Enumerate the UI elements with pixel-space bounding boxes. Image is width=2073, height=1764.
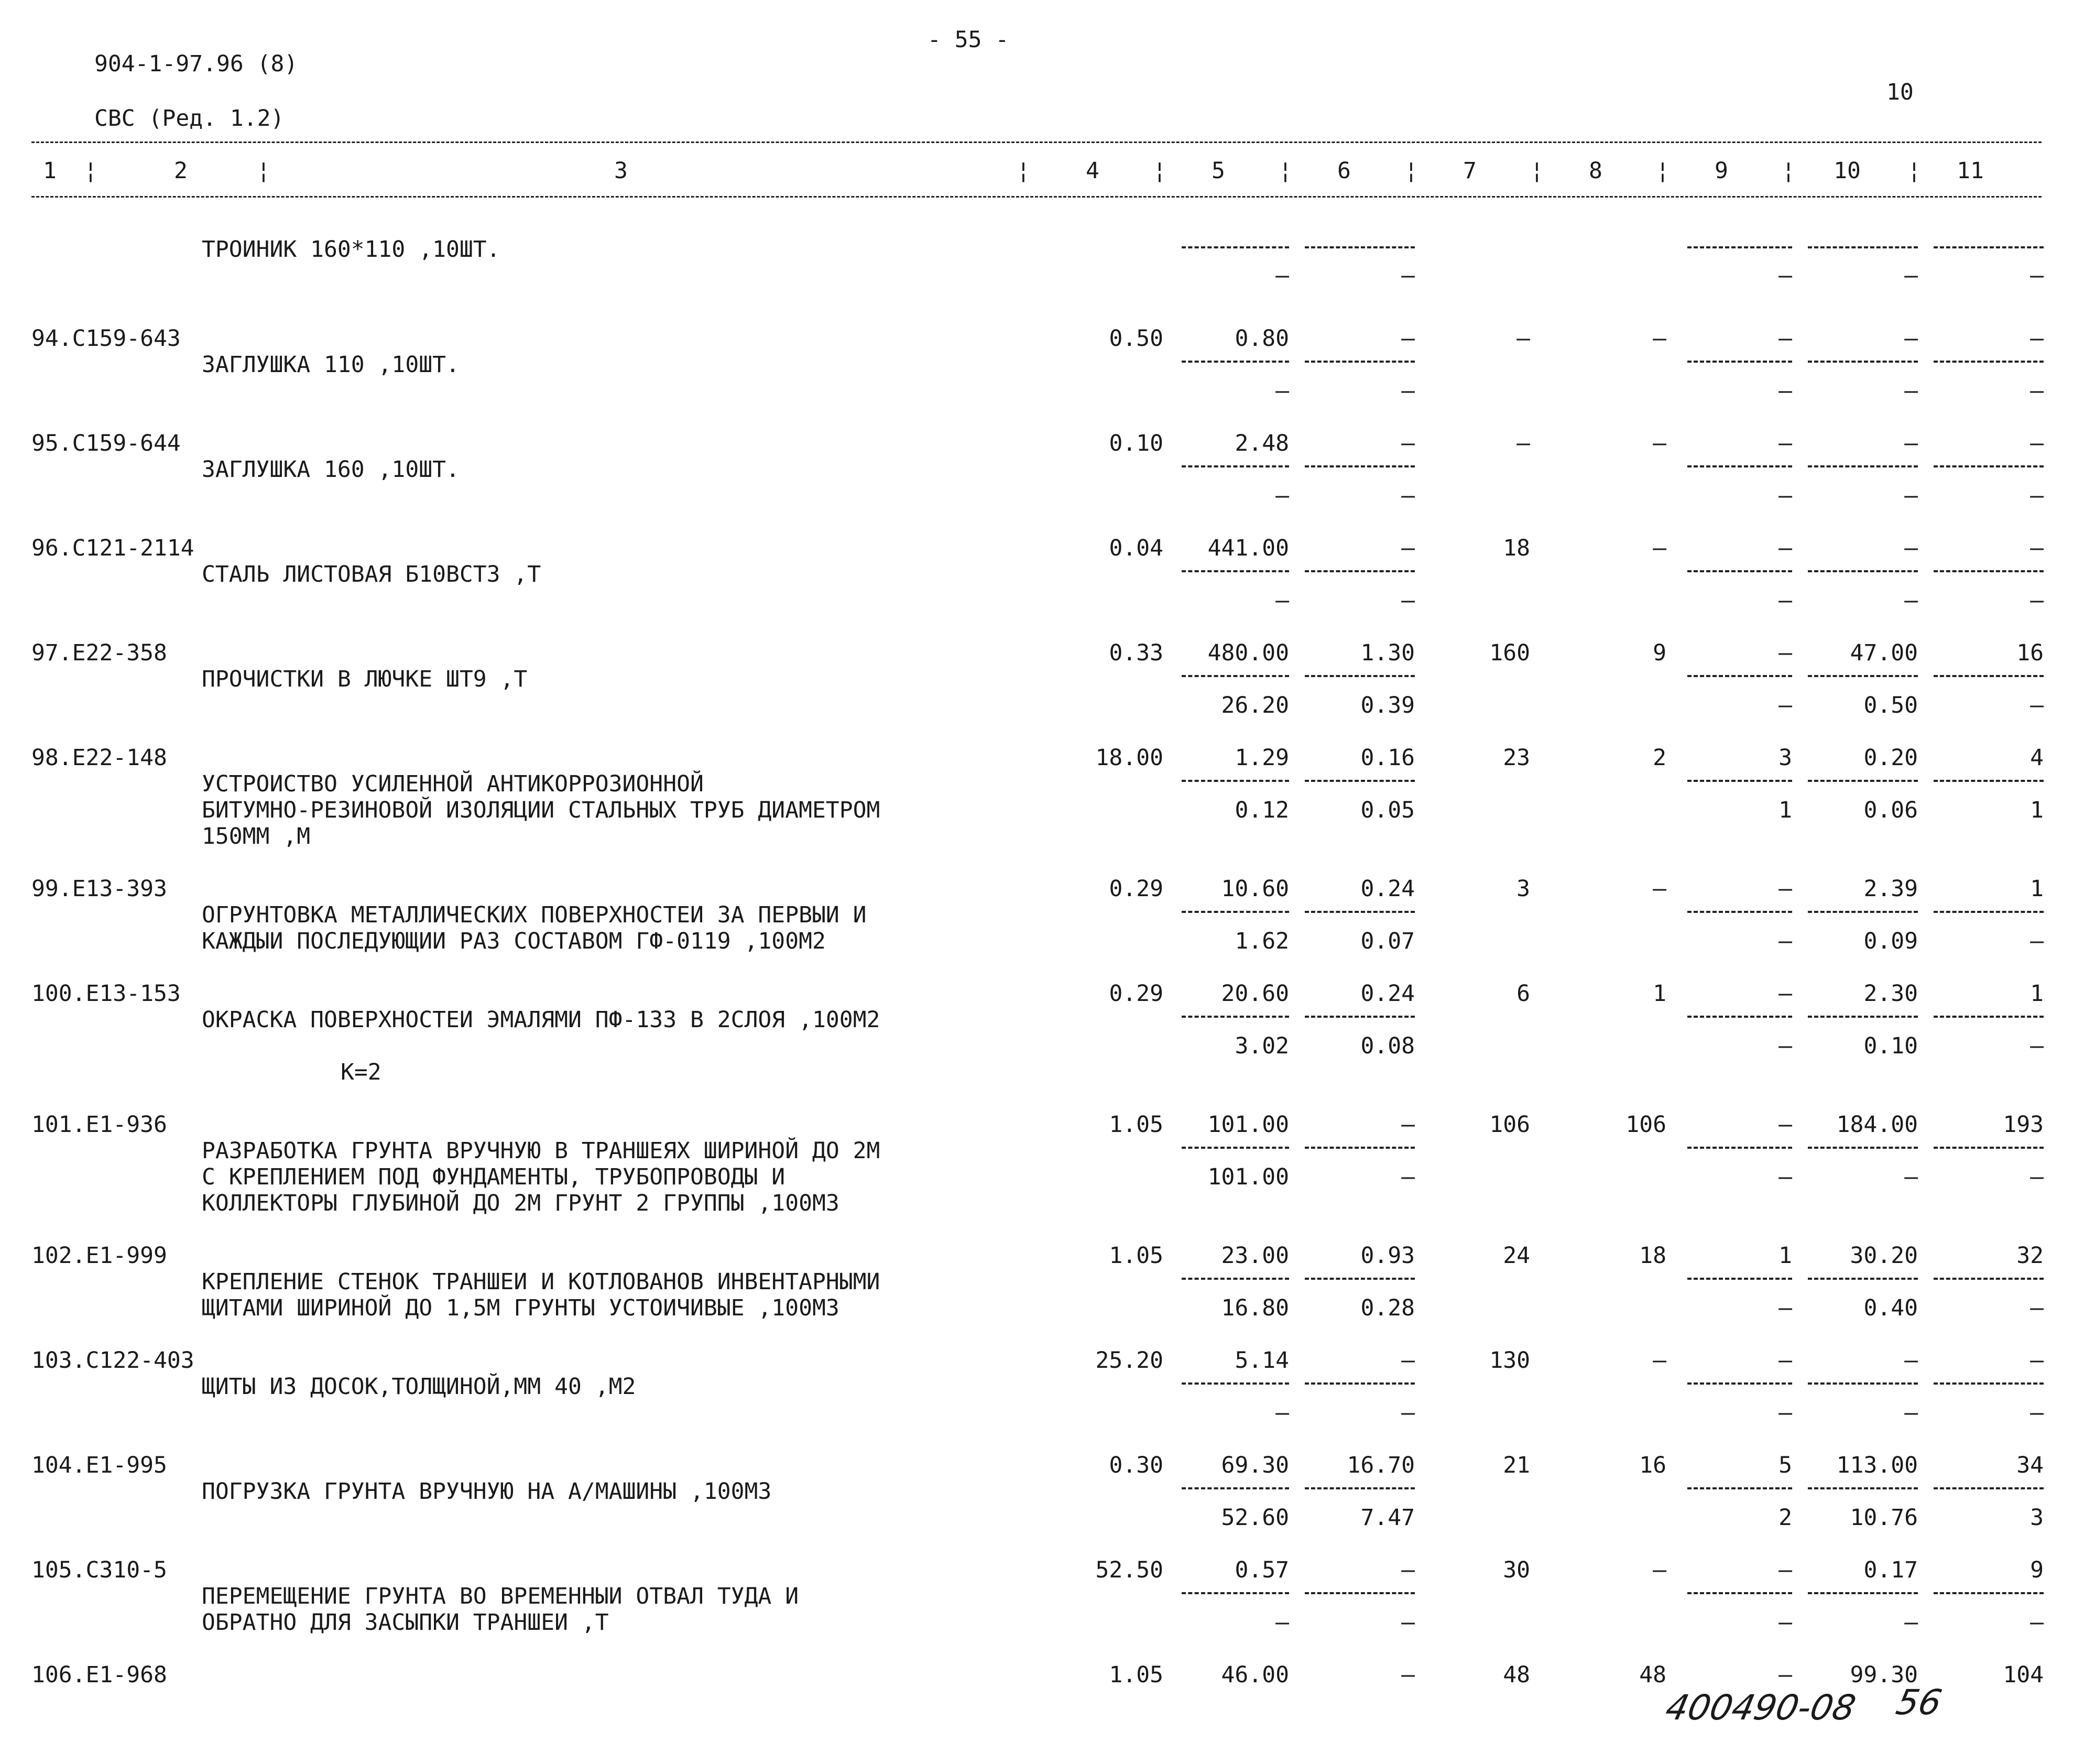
cell-bottom-col11: 3 xyxy=(2030,1505,2044,1531)
cell-top-col5: 46.00 xyxy=(1221,1662,1289,1688)
header-top-rule xyxy=(31,141,2042,143)
item-code: 97.Е22-358 xyxy=(31,640,167,666)
cell-top-col7: – xyxy=(1516,430,1530,456)
cell-top-col7: 160 xyxy=(1489,640,1530,666)
cell-divider xyxy=(1687,1278,1792,1280)
cell-bottom-col5: 26.20 xyxy=(1221,692,1289,718)
cell-top-col10: – xyxy=(1904,325,1918,352)
cell-divider xyxy=(1305,1592,1415,1594)
cell-divider xyxy=(1182,570,1289,572)
cell-top-col11: – xyxy=(2030,1347,2044,1374)
cell-top-col8: – xyxy=(1653,535,1666,561)
cell-divider xyxy=(1934,1016,2044,1018)
column-header-4: 4 xyxy=(1086,158,1099,184)
cell-bottom-col5: – xyxy=(1275,483,1289,509)
column-header-2: 2 xyxy=(174,158,188,184)
cell-top-col10: – xyxy=(1904,430,1918,456)
column-separator: ¦ xyxy=(1907,158,1921,184)
cell-divider xyxy=(1808,675,1918,677)
cell-divider xyxy=(1934,1382,2044,1385)
cell-top-col10: 184.00 xyxy=(1836,1112,1918,1138)
cell-bottom-col6: 0.07 xyxy=(1360,928,1415,954)
cell-bottom-col10: 0.10 xyxy=(1863,1033,1918,1059)
cell-top-col10: 0.17 xyxy=(1863,1557,1918,1583)
cell-divider xyxy=(1182,361,1289,363)
cell-top-col6: 0.24 xyxy=(1360,876,1415,902)
cell-bottom-col11: – xyxy=(2030,1609,2044,1636)
cell-divider xyxy=(1182,1278,1289,1280)
item-description: ПРОЧИСТКИ В ЛЮЧКЕ ШТ9 ,Т xyxy=(202,666,528,692)
item-description: С КРЕПЛЕНИЕМ ПОД ФУНДАМЕНТЫ, ТРУБОПРОВОДЫ И xyxy=(202,1164,785,1190)
cell-divider xyxy=(1305,1382,1415,1385)
cell-bottom-col9: – xyxy=(1779,1164,1792,1190)
cell-bottom-col5: 1.62 xyxy=(1235,928,1289,954)
cell-bottom-col9: – xyxy=(1779,483,1792,509)
cell-top-col7: 18 xyxy=(1503,535,1530,561)
item-description: ОГРУНТОВКА МЕТАЛЛИЧЕСКИХ ПОВЕРХНОСТЕИ ЗА ПЕРВЫИ И xyxy=(202,902,867,928)
cell-divider xyxy=(1305,1487,1415,1489)
cell-bottom-col5: 101.00 xyxy=(1207,1164,1289,1190)
cell-bottom-col10: – xyxy=(1904,378,1918,404)
item-description: ПОГРУЗКА ГРУНТА ВРУЧНУЮ НА А/МАШИНЫ ,100М3 xyxy=(202,1478,772,1505)
cell-bottom-col5: – xyxy=(1275,263,1289,289)
column-separator: ¦ xyxy=(1404,158,1418,184)
cell-top-col9: – xyxy=(1779,1112,1792,1138)
cell-bottom-col9: – xyxy=(1779,692,1792,718)
cell-top-col6: 16.70 xyxy=(1347,1452,1415,1478)
cell-bottom-col6: – xyxy=(1401,1609,1415,1636)
cell-divider xyxy=(1934,911,2044,913)
cell-divider xyxy=(1808,361,1918,363)
cell-top-col10: – xyxy=(1904,535,1918,561)
cell-divider xyxy=(1934,361,2044,363)
cell-bottom-col10: – xyxy=(1904,1400,1918,1426)
cell-top-col11: 32 xyxy=(2016,1243,2044,1269)
cell-bottom-col9: – xyxy=(1779,587,1792,614)
cell-top-col4: 18.00 xyxy=(1095,745,1163,771)
cell-top-col10: 2.30 xyxy=(1863,981,1918,1007)
cell-top-col11: – xyxy=(2030,325,2044,352)
cell-top-col5: 10.60 xyxy=(1221,876,1289,902)
cell-divider xyxy=(1808,570,1918,572)
cell-top-col7: 30 xyxy=(1503,1557,1530,1583)
cell-divider xyxy=(1934,780,2044,782)
cell-top-col8: 2 xyxy=(1653,745,1666,771)
cell-divider xyxy=(1687,1147,1792,1149)
cell-bottom-col10: 0.09 xyxy=(1863,928,1918,954)
cell-divider xyxy=(1808,1147,1918,1149)
cell-top-col4: 1.05 xyxy=(1109,1112,1163,1138)
cell-divider xyxy=(1687,675,1792,677)
cell-bottom-col5: 16.80 xyxy=(1221,1295,1289,1321)
cell-top-col7: 6 xyxy=(1516,981,1530,1007)
cell-divider xyxy=(1808,1592,1918,1594)
item-description: БИТУМНО-РЕЗИНОВОЙ ИЗОЛЯЦИИ СТАЛЬНЫХ ТРУБ ДИАМЕТРОМ xyxy=(202,797,880,823)
cell-divider xyxy=(1305,1016,1415,1018)
cell-top-col6: 0.93 xyxy=(1360,1243,1415,1269)
column-separator: ¦ xyxy=(1782,158,1795,184)
item-code: 100.Е13-153 xyxy=(31,981,181,1007)
cell-top-col10: 2.39 xyxy=(1863,876,1918,902)
cell-bottom-col5: – xyxy=(1275,587,1289,614)
cell-bottom-col9: – xyxy=(1779,1295,1792,1321)
item-description: ЗАГЛУШКА 160 ,10ШТ. xyxy=(202,456,460,483)
cell-bottom-col6: – xyxy=(1401,483,1415,509)
cell-top-col5: 5.14 xyxy=(1235,1347,1289,1374)
item-code: 98.Е22-148 xyxy=(31,745,167,771)
cell-bottom-col9: – xyxy=(1779,1033,1792,1059)
cell-bottom-col11: – xyxy=(2030,1164,2044,1190)
cell-top-col6: – xyxy=(1401,535,1415,561)
cell-top-col9: – xyxy=(1779,1557,1792,1583)
cell-top-col5: 23.00 xyxy=(1221,1243,1289,1269)
cell-top-col5: 2.48 xyxy=(1235,430,1289,456)
cell-top-col6: – xyxy=(1401,430,1415,456)
cell-top-col5: 480.00 xyxy=(1207,640,1289,666)
cell-top-col8: 18 xyxy=(1639,1243,1666,1269)
cell-bottom-col11: 1 xyxy=(2030,797,2044,823)
cell-bottom-col6: – xyxy=(1401,1164,1415,1190)
cell-divider xyxy=(1687,465,1792,467)
cell-bottom-col10: 10.76 xyxy=(1850,1505,1918,1531)
cell-bottom-col6: – xyxy=(1401,587,1415,614)
cell-top-col11: 193 xyxy=(2003,1112,2044,1138)
cell-top-col6: 1.30 xyxy=(1360,640,1415,666)
cell-bottom-col9: – xyxy=(1779,263,1792,289)
header-bottom-rule xyxy=(31,196,2042,198)
cell-top-col7: 24 xyxy=(1503,1243,1530,1269)
item-code: 102.Е1-999 xyxy=(31,1243,167,1269)
item-description: ЗАГЛУШКА 110 ,10ШТ. xyxy=(202,352,460,378)
item-description: ЩИТАМИ ШИРИНОЙ ДО 1,5М ГРУНТЫ УСТОИЧИВЫЕ ,100М3 xyxy=(202,1295,839,1321)
cell-top-col5: 69.30 xyxy=(1221,1452,1289,1478)
document-code: 904-1-97.96 (8) xyxy=(94,51,298,77)
cell-divider xyxy=(1305,1147,1415,1149)
cell-top-col8: – xyxy=(1653,1557,1666,1583)
cell-top-col7: 106 xyxy=(1489,1112,1530,1138)
cell-top-col4: 0.10 xyxy=(1109,430,1163,456)
cell-divider xyxy=(1305,1278,1415,1280)
cell-top-col9: – xyxy=(1779,325,1792,352)
cell-divider xyxy=(1934,465,2044,467)
cell-top-col9: – xyxy=(1779,1662,1792,1688)
column-header-11: 11 xyxy=(1957,158,1984,184)
cell-divider xyxy=(1687,1382,1792,1385)
column-separator: ¦ xyxy=(1017,158,1030,184)
cell-top-col9: 5 xyxy=(1779,1452,1792,1478)
cell-divider xyxy=(1305,911,1415,913)
cell-bottom-col11: – xyxy=(2030,1400,2044,1426)
item-code: 104.Е1-995 xyxy=(31,1452,167,1478)
item-description: ТРОИНИК 160*110 ,10ШТ. xyxy=(202,236,500,263)
column-separator: ¦ xyxy=(84,158,97,184)
item-code: 101.Е1-936 xyxy=(31,1112,167,1138)
cell-top-col11: 1 xyxy=(2030,981,2044,1007)
cell-top-col4: 52.50 xyxy=(1095,1557,1163,1583)
cell-top-col5: 441.00 xyxy=(1207,535,1289,561)
cell-divider xyxy=(1934,570,2044,572)
cell-divider xyxy=(1182,1016,1289,1018)
cell-top-col9: – xyxy=(1779,535,1792,561)
item-description: ПЕРЕМЕЩЕНИЕ ГРУНТА ВО ВРЕМЕННЫИ ОТВАЛ ТУДА И xyxy=(202,1583,799,1609)
cell-top-col10: 0.20 xyxy=(1863,745,1918,771)
cell-divider xyxy=(1808,1487,1918,1489)
cell-divider xyxy=(1687,780,1792,782)
handwritten-page-number: 56 xyxy=(1892,1682,1946,1723)
item-code: 99.Е13-393 xyxy=(31,876,167,902)
item-description: РАЗРАБОТКА ГРУНТА ВРУЧНУЮ В ТРАНШЕЯХ ШИРИНОЙ ДО 2М xyxy=(202,1138,880,1164)
cell-divider xyxy=(1808,465,1918,467)
cell-bottom-col6: – xyxy=(1401,378,1415,404)
cell-top-col8: – xyxy=(1653,325,1666,352)
cell-bottom-col5: – xyxy=(1275,1609,1289,1636)
cell-bottom-col9: – xyxy=(1779,928,1792,954)
cell-top-col4: 0.29 xyxy=(1109,876,1163,902)
cell-top-col11: 4 xyxy=(2030,745,2044,771)
column-separator: ¦ xyxy=(1530,158,1544,184)
column-header-8: 8 xyxy=(1589,158,1602,184)
cell-bottom-col6: – xyxy=(1401,1400,1415,1426)
cell-top-col4: 1.05 xyxy=(1109,1662,1163,1688)
cell-bottom-col10: – xyxy=(1904,1609,1918,1636)
cell-bottom-col10: – xyxy=(1904,587,1918,614)
cell-top-col4: 0.30 xyxy=(1109,1452,1163,1478)
cell-divider xyxy=(1934,675,2044,677)
cell-bottom-col6: 0.39 xyxy=(1360,692,1415,718)
cell-divider xyxy=(1305,465,1415,467)
item-description: 150ММ ,М xyxy=(202,823,311,850)
column-separator: ¦ xyxy=(257,158,270,184)
item-description: ОБРАТНО ДЛЯ ЗАСЫПКИ ТРАНШЕИ ,Т xyxy=(202,1609,609,1636)
cell-top-col6: – xyxy=(1401,1557,1415,1583)
cell-top-col6: – xyxy=(1401,1112,1415,1138)
cell-divider xyxy=(1182,465,1289,467)
cell-divider xyxy=(1808,780,1918,782)
column-header-7: 7 xyxy=(1463,158,1477,184)
cell-bottom-col11: – xyxy=(2030,378,2044,404)
cell-divider xyxy=(1934,1592,2044,1594)
cell-top-col9: – xyxy=(1779,640,1792,666)
cell-divider xyxy=(1808,1278,1918,1280)
cell-divider xyxy=(1182,1487,1289,1489)
cell-divider xyxy=(1305,780,1415,782)
cell-divider xyxy=(1934,246,2044,248)
item-code: 96.С121-2114 xyxy=(31,535,194,561)
cell-top-col4: 0.29 xyxy=(1109,981,1163,1007)
cell-top-col9: 1 xyxy=(1779,1243,1792,1269)
cell-divider xyxy=(1934,1278,2044,1280)
cell-top-col11: 34 xyxy=(2016,1452,2044,1478)
cell-top-col6: 0.16 xyxy=(1360,745,1415,771)
cell-divider xyxy=(1182,675,1289,677)
cell-divider xyxy=(1687,1016,1792,1018)
cell-top-col4: 25.20 xyxy=(1095,1347,1163,1374)
cell-bottom-col11: – xyxy=(2030,263,2044,289)
cell-top-col10: – xyxy=(1904,1347,1918,1374)
cell-divider xyxy=(1687,1487,1792,1489)
cell-top-col11: 16 xyxy=(2016,640,2044,666)
item-description: КАЖДЫИ ПОСЛЕДУЮЩИИ РАЗ СОСТАВОМ ГФ-0119 ,100М2 xyxy=(202,928,826,954)
cell-divider xyxy=(1182,1592,1289,1594)
cell-top-col4: 1.05 xyxy=(1109,1243,1163,1269)
cell-bottom-col11: – xyxy=(2030,692,2044,718)
cell-divider xyxy=(1687,911,1792,913)
cell-bottom-col11: – xyxy=(2030,1295,2044,1321)
cell-top-col11: 9 xyxy=(2030,1557,2044,1583)
cell-bottom-col5: 52.60 xyxy=(1221,1505,1289,1531)
cell-bottom-col10: 0.40 xyxy=(1863,1295,1918,1321)
cell-top-col10: 30.20 xyxy=(1850,1243,1918,1269)
cell-divider xyxy=(1182,1147,1289,1149)
cell-top-col8: – xyxy=(1653,1347,1666,1374)
cell-divider xyxy=(1182,1382,1289,1385)
cell-bottom-col9: 1 xyxy=(1779,797,1792,823)
column-header-10: 10 xyxy=(1834,158,1861,184)
cell-top-col9: – xyxy=(1779,876,1792,902)
cell-top-col4: 0.33 xyxy=(1109,640,1163,666)
cell-top-col11: 104 xyxy=(2003,1662,2044,1688)
cell-top-col5: 1.29 xyxy=(1235,745,1289,771)
cell-bottom-col6: 0.08 xyxy=(1360,1033,1415,1059)
cell-divider xyxy=(1934,1147,2044,1149)
cell-bottom-col9: – xyxy=(1779,378,1792,404)
handwritten-signature: 400490-08 xyxy=(1662,1687,1859,1728)
cell-divider xyxy=(1305,246,1415,248)
cell-bottom-col6: 0.28 xyxy=(1360,1295,1415,1321)
item-code: 94.С159-643 xyxy=(31,325,181,352)
program-label: СВС (Ред. 1.2) xyxy=(94,105,285,132)
cell-bottom-col5: 0.12 xyxy=(1235,797,1289,823)
item-description: КОЛЛЕКТОРЫ ГЛУБИНОЙ ДО 2М ГРУНТ 2 ГРУППЫ ,100М3 xyxy=(202,1190,839,1216)
cell-bottom-col6: 7.47 xyxy=(1360,1505,1415,1531)
cell-top-col9: 3 xyxy=(1779,745,1792,771)
cell-bottom-col6: 0.05 xyxy=(1360,797,1415,823)
cell-top-col8: 9 xyxy=(1653,640,1666,666)
cell-top-col8: 16 xyxy=(1639,1452,1666,1478)
cell-top-col9: – xyxy=(1779,430,1792,456)
cell-divider xyxy=(1182,246,1289,248)
cell-bottom-col10: – xyxy=(1904,483,1918,509)
cell-divider xyxy=(1182,780,1289,782)
cell-bottom-col5: – xyxy=(1275,1400,1289,1426)
cell-top-col8: 106 xyxy=(1625,1112,1666,1138)
column-separator: ¦ xyxy=(1153,158,1166,184)
cell-top-col8: 1 xyxy=(1653,981,1666,1007)
cell-bottom-col10: – xyxy=(1904,1164,1918,1190)
cell-top-col7: 48 xyxy=(1503,1662,1530,1688)
cell-top-col8: – xyxy=(1653,876,1666,902)
cell-bottom-col11: – xyxy=(2030,1033,2044,1059)
cell-divider xyxy=(1808,911,1918,913)
cell-top-col6: – xyxy=(1401,1347,1415,1374)
cell-bottom-col9: – xyxy=(1779,1400,1792,1426)
cell-top-col11: – xyxy=(2030,430,2044,456)
item-description: УСТРОИСТВО УСИЛЕННОЙ АНТИКОРРОЗИОННОЙ xyxy=(202,771,704,797)
column-separator: ¦ xyxy=(1279,158,1292,184)
cell-top-col10: 47.00 xyxy=(1850,640,1918,666)
cell-top-col7: 130 xyxy=(1489,1347,1530,1374)
cell-top-col8: – xyxy=(1653,430,1666,456)
item-description: КРЕПЛЕНИЕ СТЕНОК ТРАНШЕИ И КОТЛОВАНОВ ИНВЕНТАРНЫМИ xyxy=(202,1269,880,1295)
column-header-5: 5 xyxy=(1212,158,1225,184)
item-code: 103.С122-403 xyxy=(31,1347,194,1374)
cell-bottom-col9: 2 xyxy=(1779,1505,1792,1531)
cell-divider xyxy=(1687,570,1792,572)
cell-top-col8: 48 xyxy=(1639,1662,1666,1688)
cell-bottom-col11: – xyxy=(2030,483,2044,509)
cell-top-col4: 0.04 xyxy=(1109,535,1163,561)
column-header-1: 1 xyxy=(43,158,57,184)
cell-top-col10: 113.00 xyxy=(1836,1452,1918,1478)
cell-top-col6: 0.24 xyxy=(1360,981,1415,1007)
cell-top-col11: – xyxy=(2030,535,2044,561)
page-number: - 55 - xyxy=(928,27,1009,53)
cell-divider xyxy=(1808,1382,1918,1385)
cell-top-col4: 0.50 xyxy=(1109,325,1163,352)
column-header-6: 6 xyxy=(1337,158,1351,184)
cell-top-col7: – xyxy=(1516,325,1530,352)
cell-divider xyxy=(1687,246,1792,248)
cell-bottom-col6: – xyxy=(1401,263,1415,289)
cell-top-col9: – xyxy=(1779,1347,1792,1374)
column-header-3: 3 xyxy=(614,158,628,184)
item-code: 106.Е1-968 xyxy=(31,1662,167,1688)
item-description: СТАЛЬ ЛИСТОВАЯ Б10ВСТ3 ,Т xyxy=(202,561,541,587)
cell-bottom-col10: 0.50 xyxy=(1863,692,1918,718)
cell-divider xyxy=(1182,911,1289,913)
coefficient-note: К=2 xyxy=(341,1059,381,1085)
cell-bottom-col5: – xyxy=(1275,378,1289,404)
cell-divider xyxy=(1687,361,1792,363)
cell-top-col10: 99.30 xyxy=(1850,1662,1918,1688)
column-separator: ¦ xyxy=(1656,158,1670,184)
cell-divider xyxy=(1934,1487,2044,1489)
cell-top-col9: – xyxy=(1779,981,1792,1007)
cell-bottom-col10: 0.06 xyxy=(1863,797,1918,823)
column-header-9: 9 xyxy=(1715,158,1728,184)
cell-top-col5: 20.60 xyxy=(1221,981,1289,1007)
cell-bottom-col5: 3.02 xyxy=(1235,1033,1289,1059)
item-description: ОКРАСКА ПОВЕРХНОСТЕИ ЭМАЛЯМИ ПФ-133 В 2СЛОЯ ,100М2 xyxy=(202,1007,880,1033)
item-description: ЩИТЫ ИЗ ДОСОК,ТОЛЩИНОЙ,ММ 40 ,М2 xyxy=(202,1374,636,1400)
cell-bottom-col11: – xyxy=(2030,587,2044,614)
cell-divider xyxy=(1305,361,1415,363)
cell-divider xyxy=(1305,675,1415,677)
cell-bottom-col11: – xyxy=(2030,928,2044,954)
cell-top-col7: 3 xyxy=(1516,876,1530,902)
cell-bottom-col10: – xyxy=(1904,263,1918,289)
item-code: 105.С310-5 xyxy=(31,1557,167,1583)
cell-divider xyxy=(1687,1592,1792,1594)
cell-top-col6: – xyxy=(1401,325,1415,352)
cell-top-col7: 23 xyxy=(1503,745,1530,771)
cell-divider xyxy=(1808,1016,1918,1018)
cell-divider xyxy=(1305,570,1415,572)
cell-top-col5: 0.80 xyxy=(1235,325,1289,352)
cell-bottom-col9: – xyxy=(1779,1609,1792,1636)
right-number: 10 xyxy=(1886,79,1914,105)
cell-top-col7: 21 xyxy=(1503,1452,1530,1478)
cell-top-col6: – xyxy=(1401,1662,1415,1688)
item-code: 95.С159-644 xyxy=(31,430,181,456)
cell-top-col11: 1 xyxy=(2030,876,2044,902)
cell-divider xyxy=(1808,246,1918,248)
cell-top-col5: 0.57 xyxy=(1235,1557,1289,1583)
cell-top-col5: 101.00 xyxy=(1207,1112,1289,1138)
